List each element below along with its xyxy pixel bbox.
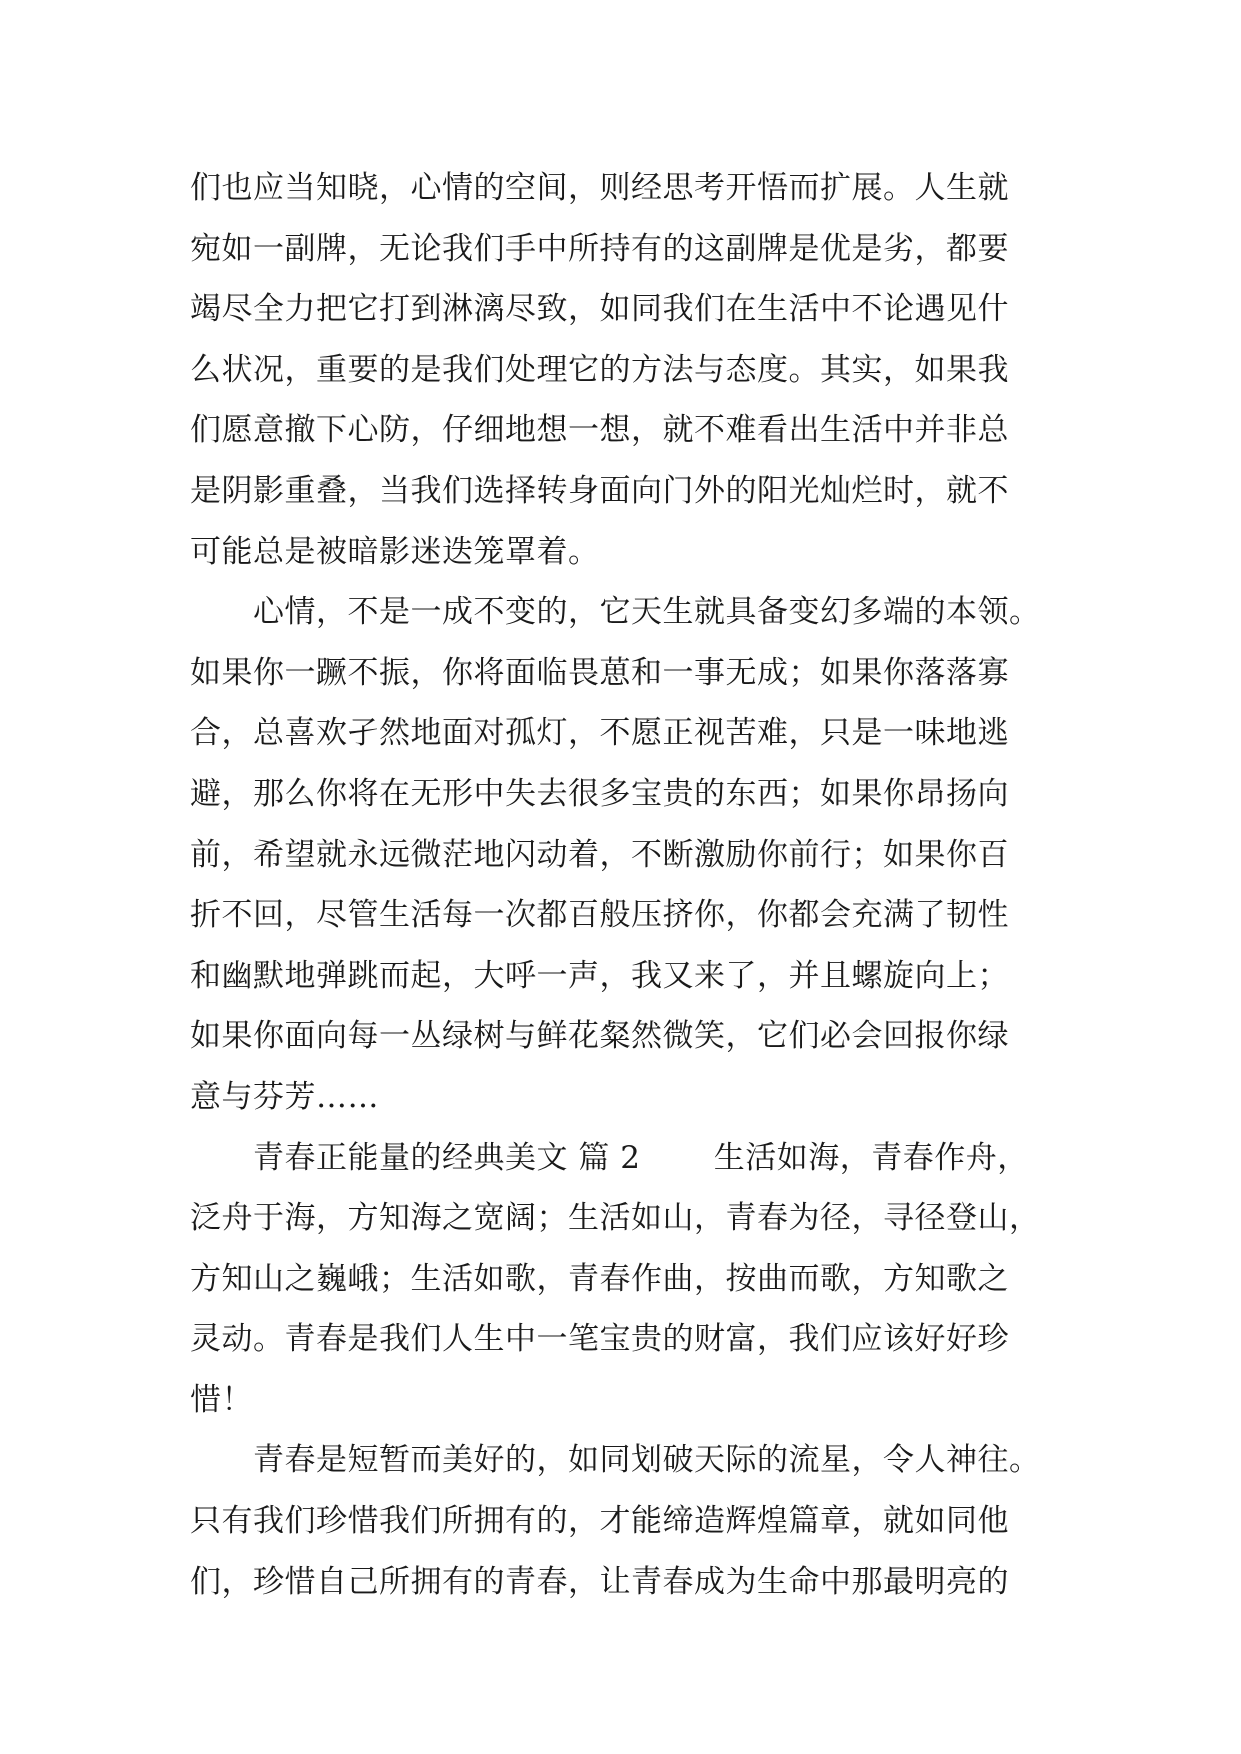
- text-line: 惜！: [190, 1381, 253, 1418]
- text-line: 如果你面向每一丛绿树与鲜花粲然微笑，它们必会回报你绿: [190, 1018, 1009, 1055]
- text-line: 们愿意撤下心防，仔细地想一想，就不难看出生活中并非总: [190, 412, 1009, 449]
- section-heading-line: 青春正能量的经典美文 篇 2 生活如海，青春作舟，: [190, 1139, 1029, 1176]
- text-line: 意与芬芳……: [190, 1078, 379, 1115]
- body-text: [190, 158, 1070, 1612]
- text-line: 折不回，尽管生活每一次都百般压挤你，你都会充满了韧性: [190, 897, 1009, 934]
- text-line: 可能总是被暗影迷迭笼罩着。: [190, 533, 600, 570]
- text-line: 和幽默地弹跳而起，大呼一声，我又来了，并且螺旋向上；: [190, 957, 1009, 994]
- text-line: 泛舟于海，方知海之宽阔；生活如山，青春为径，寻径登山，: [190, 1200, 1041, 1237]
- paragraph-start-line: 心情，不是一成不变的，它天生就具备变幻多端的本领。: [190, 594, 1041, 631]
- text-line: 合，总喜欢孑然地面对孤灯，不愿正视苦难，只是一味地逃: [190, 715, 1009, 752]
- text-line: 们，珍惜自己所拥有的青春，让青春成为生命中那最明亮的: [190, 1563, 1009, 1600]
- text-line: 们也应当知晓，心情的空间，则经思考开悟而扩展。人生就: [190, 170, 1009, 206]
- text-line: 避，那么你将在无形中失去很多宝贵的东西；如果你昂扬向: [190, 775, 1009, 812]
- text-line: 如果你一蹶不振，你将面临畏葸和一事无成；如果你落落寡: [190, 654, 1009, 691]
- text-line: 是阴影重叠，当我们选择转身面向门外的阳光灿烂时，就不: [190, 472, 1009, 509]
- text-line: 方知山之巍峨；生活如歌，青春作曲，按曲而歌，方知歌之: [190, 1260, 1009, 1297]
- text-line: 前，希望就永远微茫地闪动着，不断激励你前行；如果你百: [190, 836, 1009, 873]
- text-line: 竭尽全力把它打到淋漓尽致，如同我们在生活中不论遇见什: [190, 291, 1009, 328]
- text-line: 只有我们珍惜我们所拥有的，才能缔造辉煌篇章，就如同他: [190, 1503, 1009, 1540]
- paragraph-start-line: 青春是短暂而美好的，如同划破天际的流星，令人神往。: [190, 1442, 1041, 1479]
- text-line: 么状况，重要的是我们处理它的方法与态度。其实，如果我: [190, 351, 1009, 388]
- text-line: 灵动。青春是我们人生中一笔宝贵的财富，我们应该好好珍: [190, 1321, 1009, 1358]
- text-line: 宛如一副牌，无论我们手中所持有的这副牌是优是劣，都要: [190, 230, 1009, 267]
